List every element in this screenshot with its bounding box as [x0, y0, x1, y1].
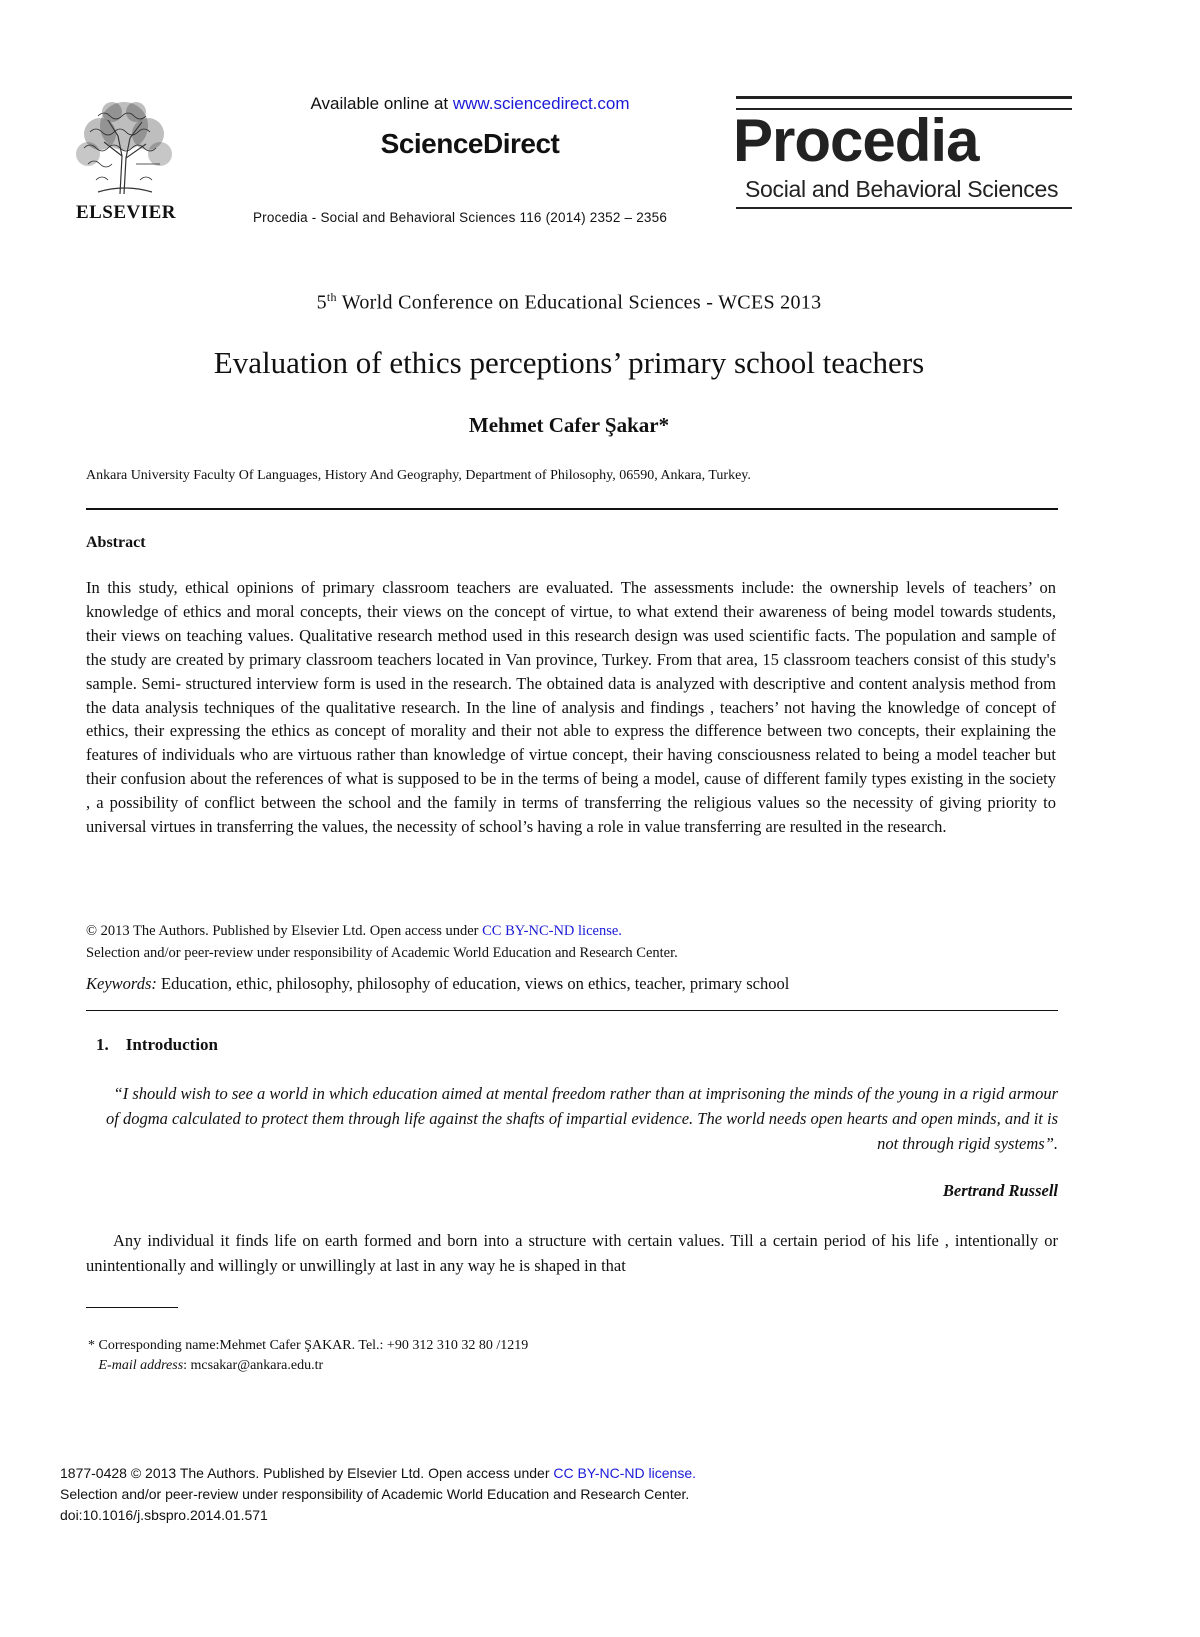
abstract-heading: Abstract: [86, 534, 146, 551]
abstract-bottom-rule: [86, 1010, 1058, 1011]
introduction-paragraph: Any individual it finds life on earth formed and born into a structure with certain values. Till a certain period of his life , intentionally or unintentionally and willingly or unwillingly at last in any way he is shaped in that: [86, 1231, 1058, 1275]
issn-text: 1877-0428 © 2013 The Authors. Published by Elsevier Ltd. Open access under: [60, 1465, 554, 1481]
keywords-label: Keywords:: [86, 974, 157, 993]
conference-name: [80, 290, 1058, 315]
doi-line[interactable]: doi:10.1016/j.sbspro.2014.01.571: [60, 1507, 268, 1523]
introduction-heading: 1. Introduction: [96, 1035, 219, 1054]
publisher-name: ELSEVIER: [75, 202, 177, 223]
email-address[interactable]: : mcsakar@ankara.edu.tr: [183, 1358, 324, 1373]
epigraph-author: Bertrand Russell: [942, 1181, 1058, 1200]
conference-title: World Conference on Educational Sciences - WCES 2013: [336, 291, 822, 314]
author-affiliation: Ankara University Faculty Of Languages, History And Geography, Department of Philosophy, 06590, Ankara, Turkey.: [86, 468, 751, 483]
copyright-notice: [86, 920, 1056, 964]
email-line: [88, 1356, 888, 1376]
copyright-text: © 2013 The Authors. Published by Elsevier Ltd. Open access under: [86, 923, 483, 939]
footnote-rule: [86, 1307, 178, 1308]
author-name: Mehmet Cafer Şakar*: [468, 413, 670, 437]
keywords: [86, 974, 1056, 994]
issn-line: [60, 1463, 960, 1484]
corresponding-author: * Corresponding name:Mehmet Cafer ŞAKAR. Tel.: +90 312 310 32 80 /1219: [88, 1338, 529, 1353]
bottom-notice: [60, 1463, 960, 1526]
bottom-peer-review-line: Selection and/or peer-review under responsibility of Academic World Education and Research Center.: [60, 1486, 690, 1502]
conference-ordinal-suffix: th: [326, 290, 337, 304]
email-label: E-mail address: [98, 1358, 184, 1373]
abstract-text: In this study, ethical opinions of primary classroom teachers are evaluated. The assessments include: the ownership levels of teachers’ on knowledge of ethics and moral concepts, their views on the concept of virtue, to what extend their awareness of being model towards students, their views on teaching values. Qualitative research method used in this research design was used scientific facts. The population and sample of the study are created by primary classroom teachers located in Van province, Turkey. From that area, 15 classroom teachers consist of this study's sample. Semi- structured interview form is used in the research. The obtained data is analyzed with descriptive and content analysis method from the data analysis techniques of the qualitative research. In the line of analysis and findings , teachers’ not having the knowledge of concept of ethics, their expressing the ethics as concept of morality and their not able to express the difference between two concepts, their explaining the features of individuals who are virtuous rather than knowledge of virtue concept, their having consciousness related to being a model teacher but their confusion about the references of what is supposed to be in the terms of being a model, cause of different family types existing in the society , a possibility of conflict between the school and the family in terms of transferring the religious values so the necessity of giving priority to universal virtues in transferring the values, the necessity of school’s having a role in value transferring are resulted in the research.: [86, 578, 1056, 837]
copyright-line: [86, 920, 1056, 942]
peer-review-line: Selection and/or peer-review under responsibility of Academic World Education and Research Center.: [86, 945, 678, 961]
procedia-bottom-rule: [736, 207, 1072, 214]
keywords-text: Education, ethic, philosophy, philosophy of education, views on ethics, teacher, primary school: [156, 974, 790, 993]
abstract-top-rule: [86, 508, 1058, 510]
procedia-subtitle: Social and Behavioral Sciences: [745, 176, 1059, 202]
epigraph-quote: “I should wish to see a world in which education aimed at mental freedom rather than at imprisoning the minds of the young in a rigid armour of dogma calculated to protect them through life against the shafts of impartial evidence. The world needs open hearts and open minds, and it is not through rigid systems”.: [105, 1084, 1058, 1153]
journal-reference: Procedia - Social and Behavioral Sciences 116 (2014) 2352 – 2356: [252, 210, 668, 225]
paper-title: Evaluation of ethics perceptions’ primary school teachers: [213, 345, 925, 380]
procedia-wordmark: Procedia: [733, 107, 979, 174]
sciencedirect-wordmark: ScienceDirect: [380, 128, 560, 159]
license-link[interactable]: CC BY-NC-ND license.: [482, 923, 622, 939]
bottom-license-link[interactable]: CC BY-NC-ND license.: [553, 1465, 696, 1481]
conference-ordinal: 5: [316, 291, 327, 314]
footnote: [88, 1336, 888, 1376]
elsevier-tree-logo-icon: [68, 96, 180, 196]
available-online-line: [240, 94, 700, 114]
available-prefix: Available online at: [310, 94, 453, 113]
sciencedirect-link[interactable]: www.sciencedirect.com: [452, 94, 630, 113]
